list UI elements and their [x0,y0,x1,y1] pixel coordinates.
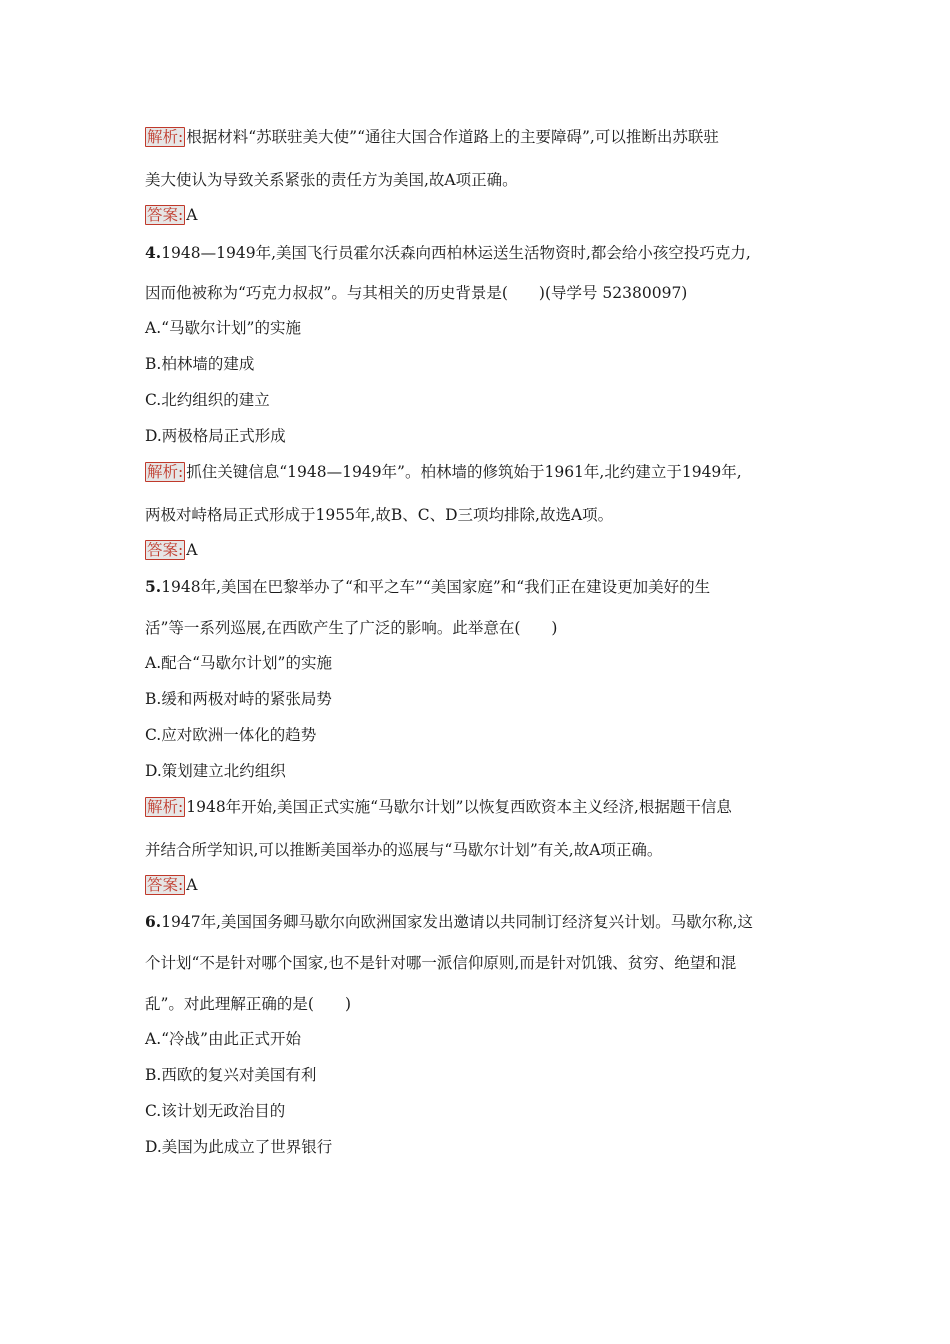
text-line [145,170,800,190]
option-line [145,1065,800,1085]
line-text: A [186,206,198,224]
question-stem [145,577,800,597]
line-text: 乱”。对此理解正确的是( ) [145,995,352,1013]
answer-line [145,205,800,225]
line-text: 美大使认为导致关系紧张的责任方为美国,故A项正确。 [145,171,518,189]
line-text: B.柏林墙的建成 [145,355,255,373]
text-line [145,505,800,525]
option-line [145,318,800,338]
line-text: A.“马歇尔计划”的实施 [145,319,301,337]
line-text: 并结合所学知识,可以推断美国举办的巡展与“马歇尔计划”有关,故A项正确。 [145,841,663,859]
option-line [145,1137,800,1157]
line-text: C.应对欧洲一体化的趋势 [145,726,317,744]
line-text: A.配合“马歇尔计划”的实施 [145,654,332,672]
question-stem [145,243,800,263]
line-text: 1947年,美国国务卿马歇尔向欧洲国家发出邀请以共同制订经济复兴计划。马歇尔称,这 [161,913,753,931]
line-text: 两极对峙格局正式形成于1955年,故B、C、D三项均排除,故选A项。 [145,506,614,524]
option-line [145,426,800,446]
line-text: 1948年,美国在巴黎举办了“和平之车”“美国家庭”和“我们正在建设更加美好的生 [161,578,711,596]
option-line [145,725,800,745]
option-line [145,354,800,374]
line-text: 个计划“不是针对哪个国家,也不是针对哪一派信仰原则,而是针对饥饿、贫穷、绝望和混 [145,954,737,972]
text-line [145,283,800,303]
line-text: D.策划建立北约组织 [145,762,286,780]
option-line [145,390,800,410]
line-text: A [186,541,198,559]
answer-line [145,540,800,560]
line-text: 1948年开始,美国正式实施“马歇尔计划”以恢复西欧资本主义经济,根据题干信息 [186,798,732,816]
answer-label: 答案: [147,876,184,894]
line-text: 根据材料“苏联驻美大使”“通往大国合作道路上的主要障碍”,可以推断出苏联驻 [186,128,719,146]
analysis-line [145,797,800,817]
answer-label: 答案: [147,541,184,559]
analysis-label: 解析: [147,798,184,816]
line-text: 因而他被称为“巧克力叔叔”。与其相关的历史背景是( )(导学号 52380097) [145,284,688,302]
answer-label: 答案: [147,206,184,224]
line-text: 1948—1949年,美国飞行员霍尔沃森向西柏林运送生活物资时,都会给小孩空投巧克力, [161,244,751,262]
line-text: B.缓和两极对峙的紧张局势 [145,690,332,708]
option-line [145,761,800,781]
line-text: 活”等一系列巡展,在西欧产生了广泛的影响。此举意在( ) [145,619,558,637]
line-text: C.该计划无政治目的 [145,1102,286,1120]
option-line [145,1029,800,1049]
option-line [145,1101,800,1121]
analysis-label: 解析: [147,463,184,481]
option-line [145,689,800,709]
line-text: 抓住关键信息“1948—1949年”。柏林墙的修筑始于1961年,北约建立于1949年, [186,463,742,481]
line-text: D.两极格局正式形成 [145,427,286,445]
question-number: 5. [145,577,162,596]
text-line [145,618,800,638]
text-line [145,840,800,860]
analysis-label: 解析: [147,128,184,146]
question-stem [145,912,800,932]
question-number: 6. [145,912,162,931]
question-number: 4. [145,243,162,262]
answer-line [145,875,800,895]
analysis-line [145,127,800,147]
line-text: D.美国为此成立了世界银行 [145,1138,333,1156]
line-text: B.西欧的复兴对美国有利 [145,1066,317,1084]
text-line [145,994,800,1014]
option-line [145,653,800,673]
line-text: A [186,876,198,894]
line-text: C.北约组织的建立 [145,391,270,409]
text-line [145,953,800,973]
line-text: A.“冷战”由此正式开始 [145,1030,301,1048]
analysis-line [145,462,800,482]
